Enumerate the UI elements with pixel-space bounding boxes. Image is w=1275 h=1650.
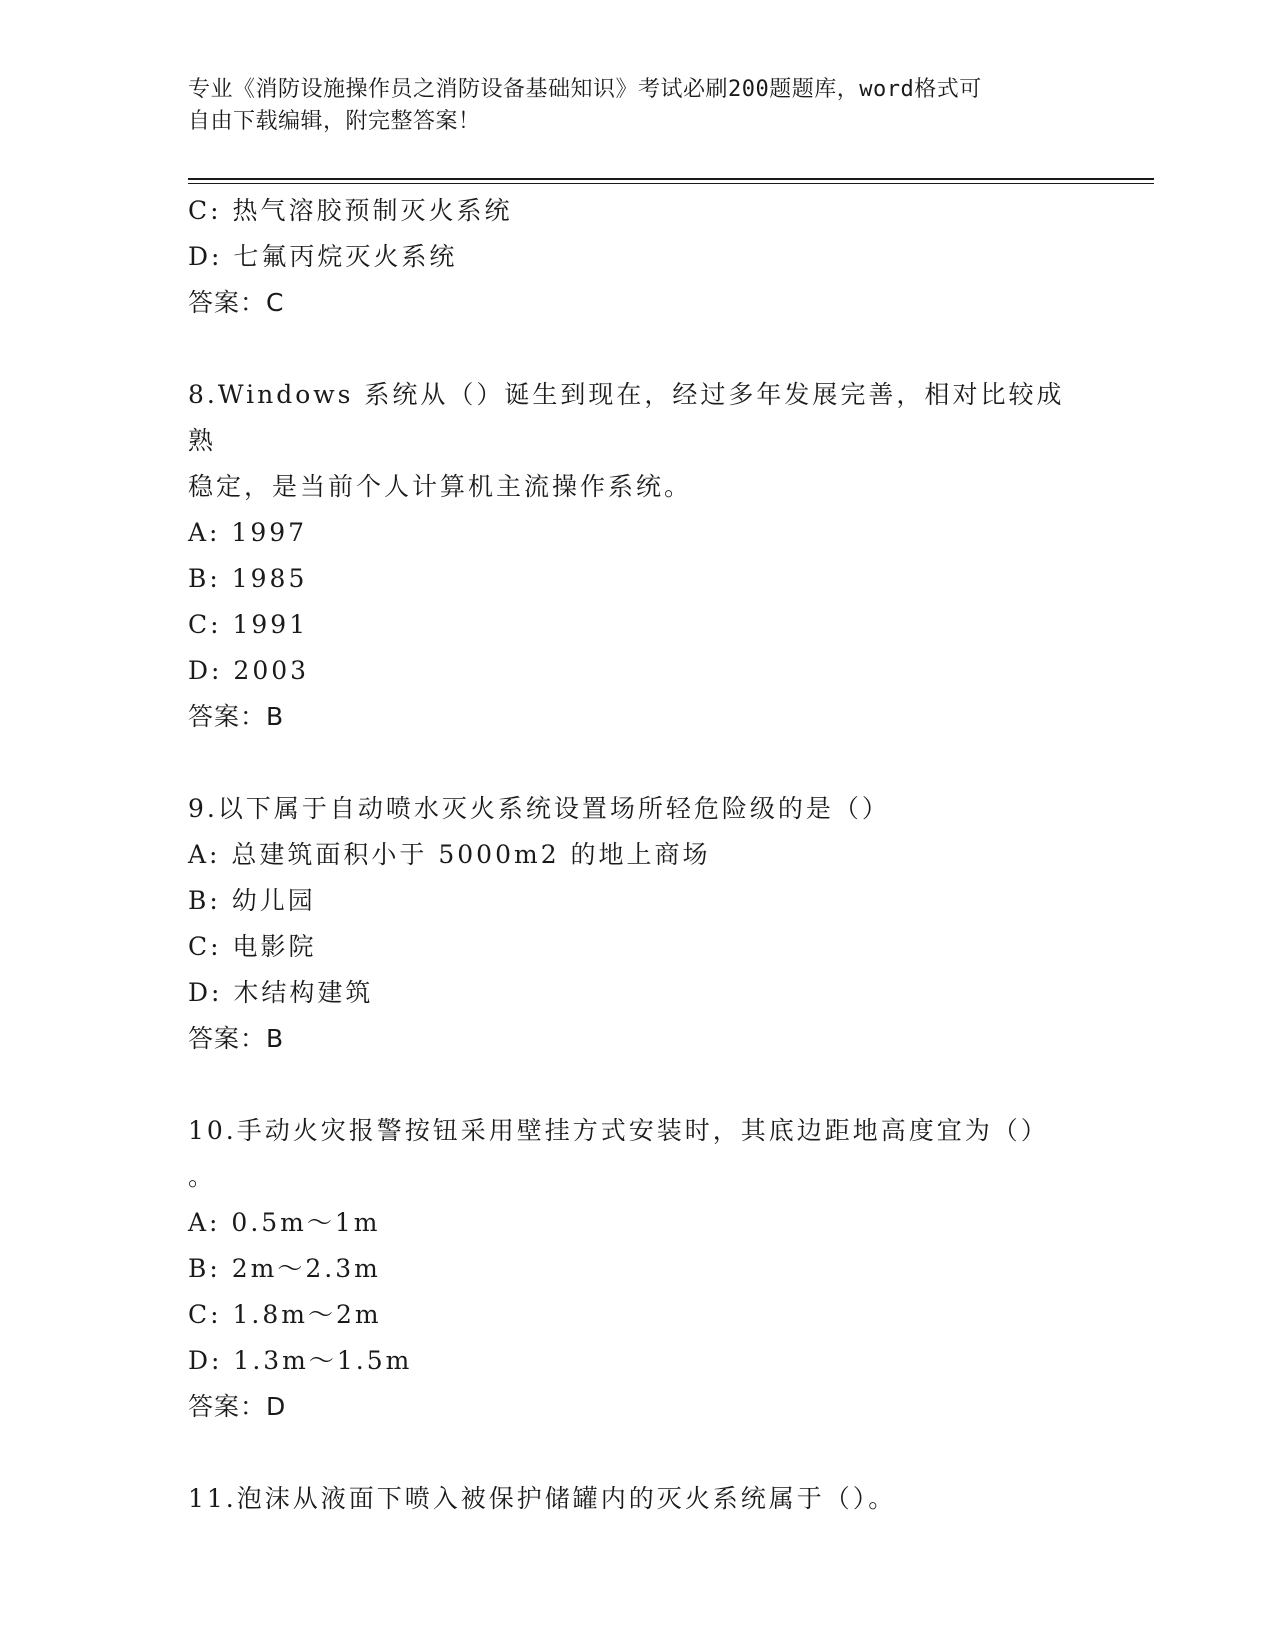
spacer <box>188 1430 1088 1476</box>
document-body <box>188 188 1088 1522</box>
option-a: A: 0.5m～1m <box>188 1208 381 1237</box>
option-c: C: 热气溶胶预制灭火系统 <box>188 196 513 225</box>
option-c: C: 1.8m～2m <box>188 1300 382 1329</box>
question-text: 9.以下属于自动喷水灭火系统设置场所轻危险级的是（） <box>188 794 890 823</box>
option-a: A: 1997 <box>188 518 308 547</box>
question-7-continuation <box>188 188 1088 326</box>
page-header <box>188 74 1088 138</box>
question-text-cont: 稳定，是当前个人计算机主流操作系统。 <box>188 472 693 501</box>
answer: 答案：D <box>188 1392 287 1421</box>
spacer <box>188 1062 1088 1108</box>
option-b: B: 幼儿园 <box>188 886 316 915</box>
header-line-2: 自由下载编辑，附完整答案！ <box>188 109 481 134</box>
spacer <box>188 326 1088 372</box>
header-line-1: 专业《消防设施操作员之消防设备基础知识》考试必刷200题题库，word格式可 <box>188 77 982 102</box>
answer: 答案：C <box>188 288 285 317</box>
option-d: D: 2003 <box>188 656 310 685</box>
question-text: 10.手动火灾报警按钮采用壁挂方式安装时，其底边距地高度宜为（） <box>188 1116 1049 1145</box>
option-c: C: 电影院 <box>188 932 317 961</box>
option-d: D: 七氟丙烷灭火系统 <box>188 242 458 271</box>
option-c: C: 1991 <box>188 610 309 639</box>
option-b: B: 2m～2.3m <box>188 1254 381 1283</box>
question-8 <box>188 372 1088 740</box>
question-text-cont: 。 <box>188 1162 217 1191</box>
question-9 <box>188 786 1088 1062</box>
answer: 答案：B <box>188 702 285 731</box>
question-text: 11.泡沫从液面下喷入被保护储罐内的灭火系统属于（）。 <box>188 1484 897 1513</box>
answer: 答案：B <box>188 1024 285 1053</box>
question-11 <box>188 1476 1088 1522</box>
header-rule-thick <box>188 178 1154 180</box>
question-text: 8.Windows 系统从（）诞生到现在，经过多年发展完善，相对比较成熟 <box>188 380 1065 455</box>
option-d: D: 1.3m～1.5m <box>188 1346 413 1375</box>
option-a: A: 总建筑面积小于 5000m2 的地上商场 <box>188 840 711 869</box>
header-rule-thin <box>188 183 1154 184</box>
option-b: B: 1985 <box>188 564 308 593</box>
option-d: D: 木结构建筑 <box>188 978 374 1007</box>
spacer <box>188 740 1088 786</box>
question-10 <box>188 1108 1088 1430</box>
